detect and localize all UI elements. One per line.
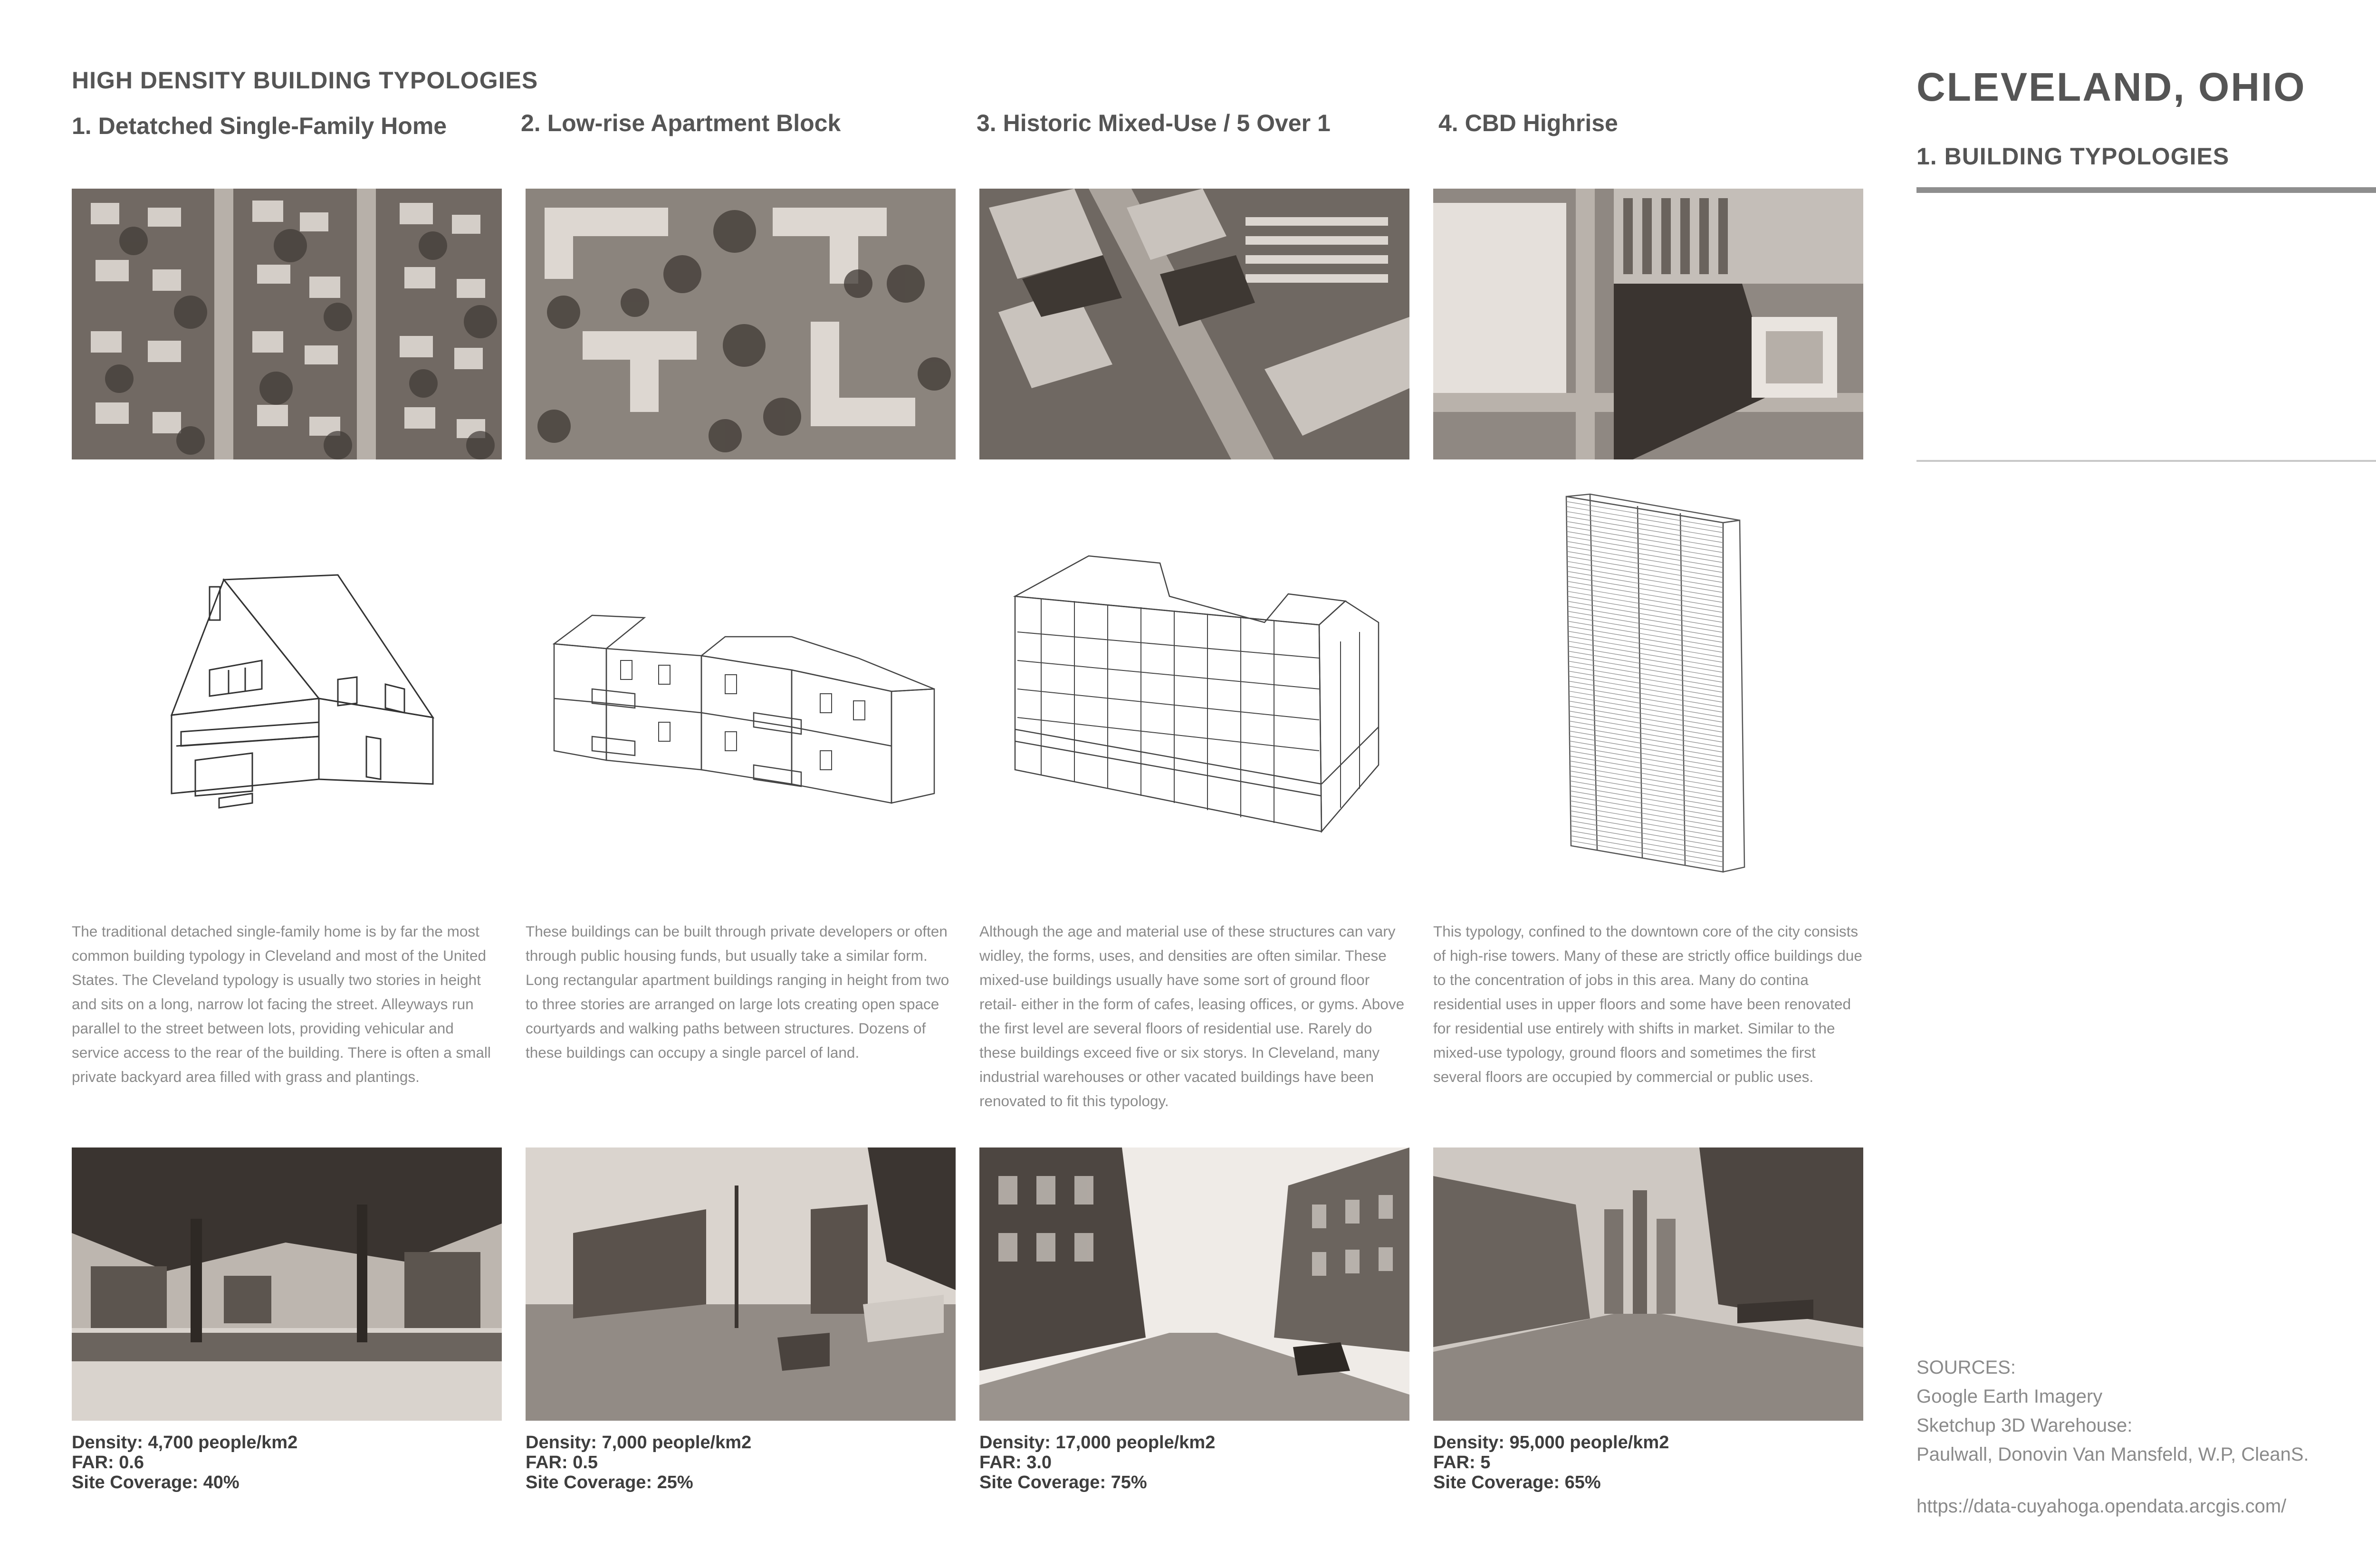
- page-title: HIGH DENSITY BUILDING TYPOLOGIES: [72, 67, 538, 94]
- description-single-family: The traditional detached single-family home is by far the most common building typology in Cleveland and most of the United States. The Cleveland typology is usually two stories in height and sits on a long, narrow lot facing the street. Alleyways run parallel to the street between lots, providing vehicular and service access to the rear of the building. There is often a small private backyard area filled with grass and plantings.: [72, 923, 491, 1085]
- description-mixed-use: Although the age and material use of these structures can vary widley, the forms, uses, and densities are often similar. These mixed-use buildings usually have some sort of ground floor retail- either in the form of cafes, leasing offices, or gyms. Above the first level are several floors of residential use. Rarely do these buildings exceed five or six storys. In Cleveland, many industrial warehouses or other vacated buildings have been renovated to fit this typology.: [979, 923, 1405, 1109]
- site-coverage-value: Site Coverage: 65%: [1433, 1472, 1601, 1492]
- site-coverage-value: Site Coverage: 75%: [979, 1472, 1147, 1492]
- column-title-single-family: 1. Detatched Single-Family Home: [72, 113, 447, 139]
- aerial-image-cbd-highrise: [1433, 189, 1863, 459]
- model-drawing-mixed-use: [979, 480, 1409, 889]
- model-drawing-cbd-highrise: [1433, 480, 1863, 889]
- model-drawing-single-family: [72, 480, 502, 889]
- density-value: Density: 4,700 people/km2: [72, 1433, 298, 1453]
- street-image-cbd-highrise: [1433, 1147, 1863, 1421]
- column-title-low-rise: 2. Low-rise Apartment Block: [521, 110, 841, 136]
- city-title: CLEVELAND, OHIO: [1916, 65, 2306, 109]
- column-title-cbd-highrise: 4. CBD Highrise: [1438, 110, 1618, 136]
- stats-single-family: [72, 1433, 502, 1492]
- aerial-image-low-rise: [526, 189, 956, 459]
- source-url[interactable]: https://data-cuyahoga.opendata.arcgis.com/: [1916, 1496, 2287, 1517]
- section-title: 1. BUILDING TYPOLOGIES: [1916, 143, 2230, 170]
- density-value: Density: 7,000 people/km2: [526, 1433, 752, 1453]
- site-coverage-value: Site Coverage: 40%: [72, 1472, 240, 1492]
- stats-low-rise: [526, 1433, 956, 1492]
- description-low-rise: These buildings can be built through private developers or often through public housing funds, but usually take a similar form. Long rectangular apartment buildings ranging in height from two to three stories are arranged on large lots creating open space courtyards and walking paths between structures. Dozens of these buildings can occupy a single parcel of land.: [526, 923, 949, 1061]
- description-cbd-highrise: This typology, confined to the downtown core of the city consists of high-rise towers. Many of these are strictly office buildings due to the concentration of jobs in this area. Many do contina residential uses in upper floors and some have been renovated for residential use entirely with shifts in market. Similar to the mixed-use typology, ground floors and sometimes the first several floors are occupied by commercial or public uses.: [1433, 923, 1862, 1085]
- source-item: Google Earth Imagery: [1916, 1386, 2103, 1407]
- stats-mixed-use: [979, 1433, 1409, 1492]
- site-coverage-value: Site Coverage: 25%: [526, 1472, 693, 1492]
- stats-cbd-highrise: [1433, 1433, 1863, 1492]
- density-value: Density: 17,000 people/km2: [979, 1433, 1216, 1453]
- street-image-mixed-use: [979, 1147, 1409, 1421]
- sources-label: SOURCES:: [1916, 1357, 2016, 1378]
- far-value: FAR: 0.5: [526, 1453, 598, 1472]
- street-image-low-rise: [526, 1147, 956, 1421]
- aerial-image-single-family: [72, 189, 502, 459]
- sources-block: [1916, 1353, 2309, 1469]
- aerial-image-mixed-use: [979, 189, 1409, 459]
- density-value: Density: 95,000 people/km2: [1433, 1433, 1669, 1453]
- street-image-single-family: [72, 1147, 502, 1421]
- far-value: FAR: 5: [1433, 1453, 1491, 1472]
- source-item: Paulwall, Donovin Van Mansfeld, W.P, CleanS.: [1916, 1444, 2309, 1465]
- divider-thin: [1916, 460, 2376, 462]
- source-item: Sketchup 3D Warehouse:: [1916, 1415, 2133, 1436]
- model-drawing-low-rise: [526, 480, 956, 889]
- divider-thick: [1916, 187, 2376, 193]
- far-value: FAR: 0.6: [72, 1453, 144, 1472]
- far-value: FAR: 3.0: [979, 1453, 1052, 1472]
- column-title-mixed-use: 3. Historic Mixed-Use / 5 Over 1: [977, 110, 1331, 136]
